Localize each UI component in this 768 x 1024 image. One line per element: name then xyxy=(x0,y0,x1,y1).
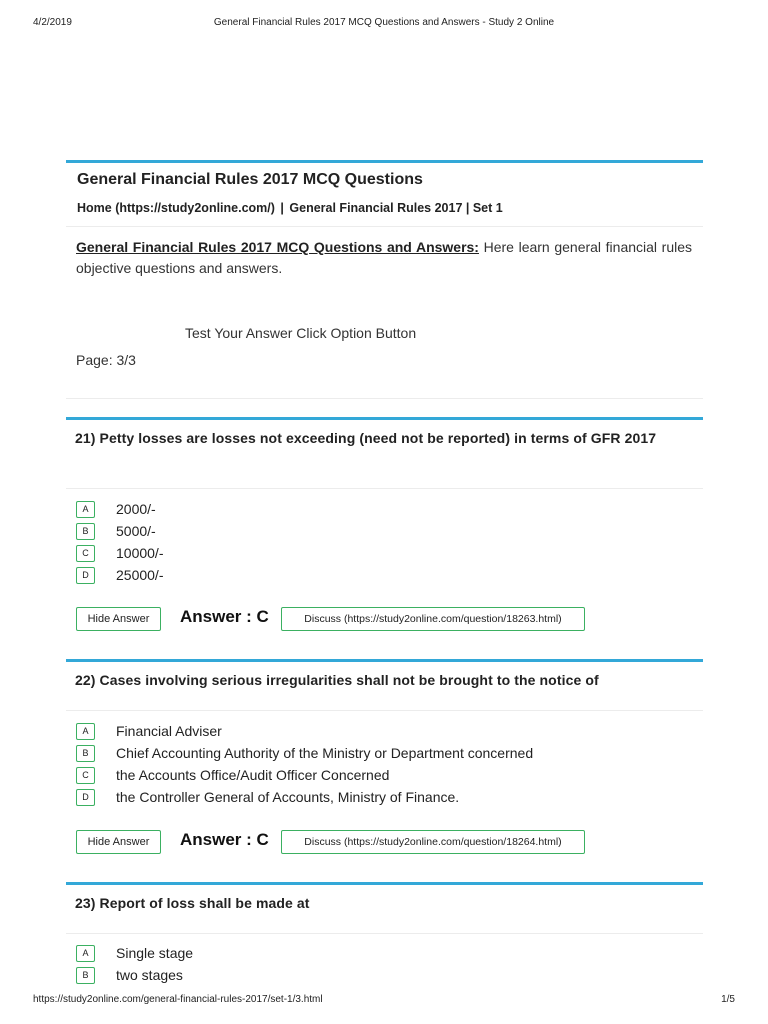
option-button[interactable]: D xyxy=(76,567,95,584)
print-page-number: 1/5 xyxy=(721,994,735,1005)
option-button[interactable]: C xyxy=(76,545,95,562)
question-card-border xyxy=(66,882,703,885)
option-text: Chief Accounting Authority of the Ministry or Department concerned xyxy=(116,745,534,761)
intro-heading: General Financial Rules 2017 MCQ Questions and Answers: xyxy=(76,239,479,255)
option-text: the Controller General of Accounts, Ministry of Finance. xyxy=(116,789,460,805)
print-header xyxy=(33,17,735,31)
breadcrumb-current: General Financial Rules 2017 | Set 1 xyxy=(289,201,503,215)
answer-text: Answer : C xyxy=(180,830,269,849)
divider xyxy=(66,933,703,934)
option-text: 2000/- xyxy=(116,501,156,517)
option-d[interactable] xyxy=(76,565,163,585)
option-text: the Accounts Office/Audit Officer Concerned xyxy=(116,767,390,783)
option-text: 10000/- xyxy=(116,545,164,561)
divider xyxy=(66,488,703,489)
divider xyxy=(66,398,703,399)
option-b[interactable] xyxy=(76,521,156,541)
discuss-link-button[interactable]: Discuss (https://study2online.com/question/18263.html) xyxy=(281,607,585,631)
option-button[interactable]: A xyxy=(76,945,95,962)
divider xyxy=(66,710,703,711)
question-text: 22) Cases involving serious irregularities shall not be brought to the notice of xyxy=(75,672,599,688)
option-button[interactable]: B xyxy=(76,523,95,540)
divider xyxy=(66,226,703,227)
option-button[interactable]: B xyxy=(76,967,95,984)
option-text: Single stage xyxy=(116,945,194,961)
option-text: 5000/- xyxy=(116,523,156,539)
option-text: 25000/- xyxy=(116,567,164,583)
print-date: 4/2/2019 xyxy=(33,17,72,28)
option-a[interactable] xyxy=(76,943,193,963)
print-page-title: General Financial Rules 2017 MCQ Questions and Answers - Study 2 Online xyxy=(213,17,555,28)
hide-answer-button[interactable]: Hide Answer xyxy=(76,830,161,854)
page-title: General Financial Rules 2017 MCQ Questions xyxy=(77,171,423,188)
option-b[interactable] xyxy=(76,743,533,763)
discuss-link-button[interactable]: Discuss (https://study2online.com/question/18264.html) xyxy=(281,830,585,854)
option-b[interactable] xyxy=(76,965,183,985)
option-button[interactable]: C xyxy=(76,767,95,784)
option-button[interactable]: A xyxy=(76,723,95,740)
option-button[interactable]: A xyxy=(76,501,95,518)
option-a[interactable] xyxy=(76,721,222,741)
option-text: two stages xyxy=(116,967,183,983)
option-button[interactable]: D xyxy=(76,789,95,806)
answer-text: Answer : C xyxy=(180,607,269,626)
option-c[interactable] xyxy=(76,543,163,563)
print-footer xyxy=(33,994,735,1008)
intro-text: Here learn general financial rules objective questions and answers. xyxy=(76,239,692,276)
intro-paragraph xyxy=(76,237,692,279)
test-prompt: Test Your Answer Click Option Button xyxy=(185,325,417,341)
option-c[interactable] xyxy=(76,765,389,785)
option-button[interactable]: B xyxy=(76,745,95,762)
option-a[interactable] xyxy=(76,499,156,519)
header-card-border xyxy=(66,160,703,163)
breadcrumb-separator: | xyxy=(280,201,284,215)
hide-answer-button[interactable]: Hide Answer xyxy=(76,607,161,631)
question-text: 21) Petty losses are losses not exceeding (need not be reported) in terms of GFR 2017 xyxy=(75,430,657,446)
print-url: https://study2online.com/general-financial-rules-2017/set-1/3.html xyxy=(33,994,323,1005)
breadcrumb xyxy=(77,201,503,215)
question-card-border xyxy=(66,659,703,662)
option-text: Financial Adviser xyxy=(116,723,222,739)
option-d[interactable] xyxy=(76,787,459,807)
breadcrumb-home-link[interactable]: Home (https://study2online.com/) xyxy=(77,201,275,215)
question-text: 23) Report of loss shall be made at xyxy=(75,895,310,911)
question-card-border xyxy=(66,417,703,420)
page-indicator: Page: 3/3 xyxy=(76,352,136,368)
